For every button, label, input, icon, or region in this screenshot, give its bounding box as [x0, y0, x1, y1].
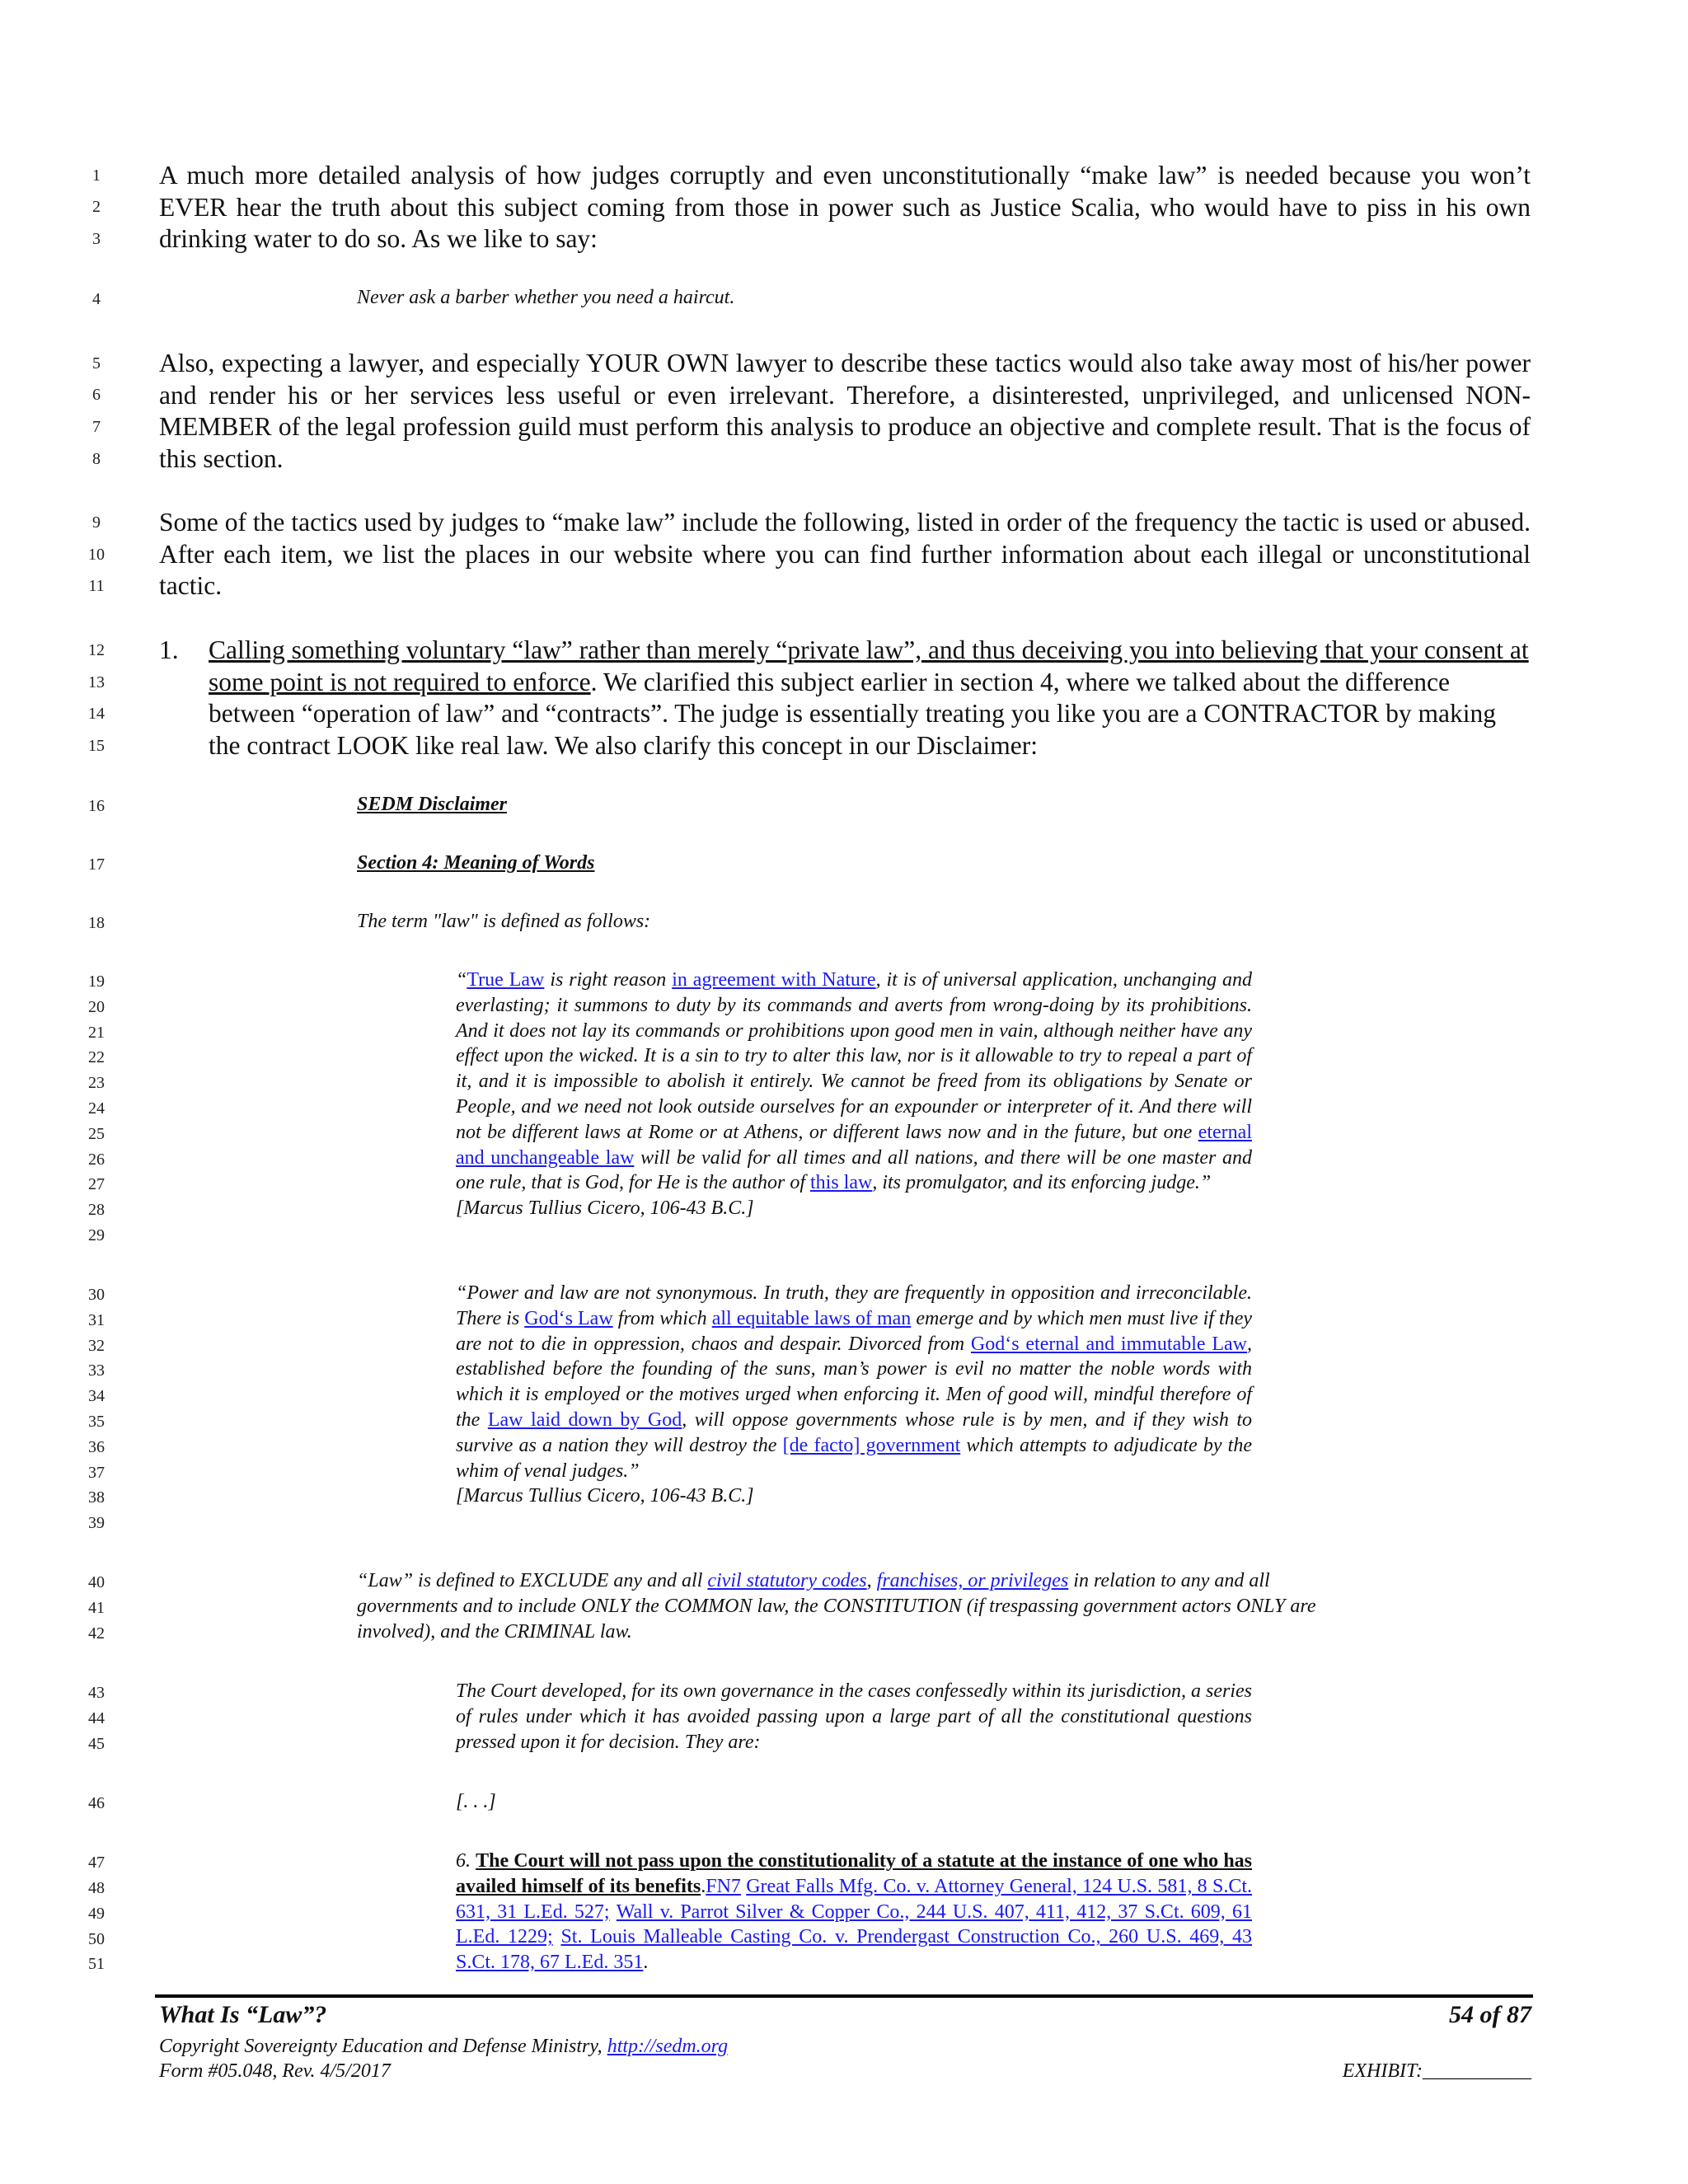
- line-number: 50: [88, 1930, 105, 1948]
- line-number: 49: [88, 1905, 105, 1923]
- true-law-link[interactable]: True Law: [467, 969, 545, 991]
- line-number: 14: [88, 705, 105, 723]
- quote-text: , established before the founding of the suns, man’s power is evil no matter the noble words with which it is employed or the motives urged when enforcing it. Men of good will, mindful therefore of the: [456, 1333, 1253, 1431]
- line-number: 20: [88, 998, 105, 1016]
- intro-paragraph: A much more detailed analysis of how judges corruptly and even unconstitutionally “make law” is needed because you won’t EVER hear the truth about this subject coming from those in power such as Justice Scalia, who would have to piss in his own drinking water to do so. As we like to say:: [159, 161, 1531, 253]
- great-falls-link[interactable]: Great Falls Mfg. Co. v. Attorney General, 124 U.S. 581, 8 S.Ct. 631, 31 L.Ed. 527;: [456, 1875, 1252, 1923]
- quote-open: “: [456, 969, 467, 991]
- item-underlined-text: Calling something voluntary “law” rather than merely “private law”, and thus deceiving you into believing that your consent at some point is not required to enforce: [209, 635, 1529, 696]
- quote-text: which attempts to adjudicate by the whim of venal judges.”: [456, 1434, 1253, 1482]
- line-number: 46: [88, 1794, 105, 1812]
- line-number: 31: [88, 1311, 105, 1329]
- space: [553, 1926, 561, 1947]
- rule-6: [456, 1849, 1252, 1975]
- line-number: 18: [88, 914, 105, 932]
- cicero-quote-2: [456, 1281, 1252, 1509]
- tactic-item-1: [159, 635, 1531, 762]
- quote-text: , it is of universal application, unchanging and everlasting; it summons to duty by its commands and averts from wrong-doing by its prohibitions. And it does not lay its commands or prohibitions upon good men in vain, although neither have any effect upon the wicked. It is a sin to try to alter this law, nor is it allowable to try to repeal a part of it, and it is impossible to abolish it entirely. We cannot be freed from its obligations by Senate or People, and we need not look outside ourselves for an expounder or interpreter of it. And there will not be different laws at Rome or at Athens, or different laws now and in the future, but one: [456, 969, 1252, 1143]
- line-number: 35: [88, 1413, 105, 1431]
- line-number: 34: [88, 1387, 105, 1405]
- line-number: 24: [88, 1099, 105, 1118]
- line-number: 22: [88, 1048, 105, 1066]
- quote-citation: [Marcus Tullius Cicero, 106-43 B.C.]: [456, 1197, 754, 1220]
- line-number: 19: [88, 972, 105, 991]
- line-number: 7: [92, 418, 101, 436]
- court-quote: The Court developed, for its own governance in the cases confessedly within its jurisdiction, a series of rules under which it has avoided passing upon a large part of all the constitutional questions pressed upon it for decision. They are:: [456, 1680, 1252, 1753]
- footer-copyright: [159, 2036, 728, 2058]
- footer-form-number: Form #05.048, Rev. 4/5/2017: [159, 2060, 391, 2082]
- line-number: 17: [88, 855, 105, 874]
- line-number: 30: [88, 1286, 105, 1304]
- line-number: 9: [92, 513, 101, 532]
- lawyer-paragraph: Also, expecting a lawyer, and especially YOUR OWN lawyer to describe these tactics would also take away most of his/her power and render his or her services less useful or even irrelevant. Therefore, a disinterested, unprivileged, and unlicensed NON-MEMBER of the legal profession guild must perform this analysis to produce an objective and complete result. That is the focus of this section.: [159, 349, 1531, 473]
- sedm-link[interactable]: http://sedm.org: [607, 2036, 729, 2057]
- section-title: Section 4: Meaning of Words: [357, 852, 595, 874]
- line-number: 13: [88, 673, 105, 691]
- barber-motto: Never ask a barber whether you need a haircut.: [357, 287, 735, 308]
- quote-text: from which: [612, 1307, 712, 1329]
- st-louis-link[interactable]: St. Louis Malleable Casting Co. v. Prendergast Construction Co., 260 U.S. 469, 43 S.Ct. 178, 67 L.Ed. 351: [456, 1926, 1253, 1974]
- line-number: 6: [92, 386, 101, 404]
- law-laid-down-link[interactable]: Law laid down by God: [487, 1408, 682, 1431]
- quote-citation: [Marcus Tullius Cicero, 106-43 B.C.]: [456, 1485, 754, 1507]
- footer-exhibit: EXHIBIT:___________: [1342, 2060, 1531, 2082]
- line-number: 47: [88, 1854, 105, 1872]
- nature-link[interactable]: in agreement with Nature: [672, 969, 876, 991]
- line-number: 25: [88, 1125, 105, 1143]
- copyright-text: Copyright Sovereignty Education and Defense Ministry,: [159, 2036, 607, 2057]
- fn7-link[interactable]: FN7: [706, 1875, 741, 1897]
- line-number: 16: [88, 797, 105, 815]
- definition-text: ,: [866, 1570, 877, 1591]
- rule-bold-text: The Court will not pass upon the constitutionality of a statute at the instance of one who has availed himself of its benefits: [456, 1850, 1253, 1897]
- line-number: 36: [88, 1438, 105, 1456]
- de-facto-government-link[interactable]: [de facto] government: [782, 1434, 961, 1456]
- line-number: 12: [88, 641, 105, 659]
- wall-parrot-link[interactable]: Wall v. Parrot Silver & Copper Co., 244 U.S. 407, 411, 412, 37 S.Ct. 609, 61 L.Ed. 1229;: [456, 1900, 1252, 1948]
- line-number: 43: [88, 1684, 105, 1702]
- line-number: 15: [88, 737, 105, 755]
- line-number: 10: [88, 546, 105, 564]
- line-number: 32: [88, 1337, 105, 1355]
- quote-text: will be valid for all times and all nations, and there will be one master and one rule, that is God, for He is the author of: [456, 1146, 1252, 1194]
- law-definition: [357, 1568, 1351, 1644]
- line-number: 5: [92, 354, 101, 373]
- rule-end: .: [643, 1952, 649, 1974]
- quote-text: emerge and by which men must live if they are not to die in oppression, chaos and despair. Divorced from: [456, 1307, 1252, 1355]
- line-number: 33: [88, 1361, 105, 1380]
- line-number: 8: [92, 450, 101, 468]
- cicero-quote-1: [456, 968, 1252, 1221]
- quote-text: , its promulgator, and its enforcing judge.”: [872, 1172, 1212, 1194]
- line-number: 45: [88, 1735, 105, 1753]
- line-number: 27: [88, 1175, 105, 1193]
- line-number: 26: [88, 1151, 105, 1169]
- line-number: 48: [88, 1879, 105, 1897]
- line-number: 11: [88, 577, 105, 595]
- eternal-law-link[interactable]: eternal and unchangeable law: [456, 1121, 1252, 1169]
- franchises-link[interactable]: franchises, or privileges: [876, 1570, 1069, 1591]
- page-number: 54 of 87: [1449, 2001, 1531, 2028]
- definition-text: “Law” is defined to EXCLUDE any and all: [357, 1570, 708, 1591]
- quote-text: , will oppose governments whose rule is by men, and if they wish to survive as a nation they will destroy the: [456, 1408, 1253, 1456]
- line-number: 38: [88, 1488, 105, 1507]
- disclaimer-title: SEDM Disclaimer: [357, 794, 508, 815]
- line-number: 44: [88, 1709, 105, 1727]
- line-number: 1: [92, 166, 101, 185]
- line-number: 42: [88, 1624, 105, 1643]
- line-number: 3: [92, 230, 101, 248]
- definition-text: in relation to any and all governments and to include ONLY the COMMON law, the CONSTITUTION (if trespassing government actors ONLY are involved), and the CRIMINAL law.: [357, 1570, 1316, 1643]
- space: [610, 1901, 617, 1923]
- rule-period: .: [701, 1875, 706, 1897]
- gods-law-link[interactable]: God‘s Law: [524, 1307, 613, 1329]
- line-number: 51: [88, 1955, 105, 1973]
- ellipsis: [. . .]: [456, 1791, 496, 1812]
- rule-number: 6.: [456, 1850, 476, 1872]
- line-number: 37: [88, 1464, 105, 1482]
- this-law-link[interactable]: this law: [809, 1172, 873, 1194]
- item-text: [209, 635, 1531, 762]
- item-number: 1.: [159, 635, 179, 664]
- civil-codes-link[interactable]: civil statutory codes: [707, 1570, 867, 1591]
- term-intro: The term "law" is defined as follows:: [357, 911, 651, 932]
- line-number: 41: [88, 1599, 105, 1617]
- quote-text: “Power and law are not synonymous. In truth, they are frequently in opposition and irreconcilable. There is: [456, 1282, 1252, 1329]
- line-number: 39: [88, 1514, 105, 1532]
- line-number: 23: [88, 1074, 105, 1092]
- line-number: 40: [88, 1573, 105, 1591]
- footer-rule: [155, 1994, 1533, 1998]
- gods-eternal-law-link[interactable]: God‘s eternal and immutable Law: [970, 1333, 1248, 1355]
- line-number: 28: [88, 1201, 105, 1219]
- equitable-laws-link[interactable]: all equitable laws of man: [711, 1307, 912, 1329]
- line-number: 4: [92, 290, 101, 308]
- quote-text: is right reason: [544, 969, 673, 991]
- item-rest-text: . We clarified this subject earlier in section 4, where we talked about the difference between “operation of law” and “contracts”. The judge is essentially treating you like you are a CONTRACTOR by making the contract LOOK like real law. We also clarify this concept in our Disclaimer:: [209, 667, 1497, 760]
- line-number: 21: [88, 1024, 105, 1042]
- tactics-paragraph: Some of the tactics used by judges to “make law” include the following, listed in order of the frequency the tactic is used or abused. After each item, we list the places in our website where you can find further information about each illegal or unconstitutional tactic.: [159, 508, 1531, 600]
- footer-title: What Is “Law”?: [159, 2001, 327, 2028]
- line-number: 29: [88, 1226, 105, 1244]
- line-number: 2: [92, 198, 101, 216]
